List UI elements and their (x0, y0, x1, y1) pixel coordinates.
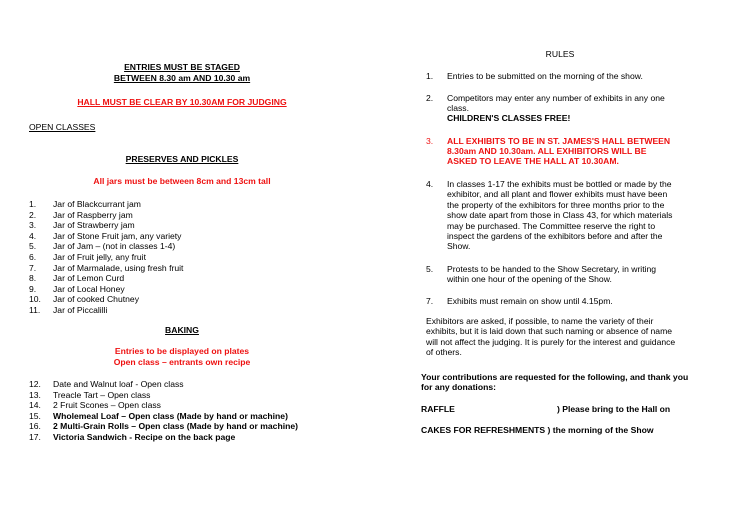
list-item-number: 12. (29, 379, 41, 389)
list-item-number: 17. (29, 432, 41, 442)
list-item-text: Jar of Raspberry jam (53, 209, 133, 220)
rules-heading: RULES (545, 49, 575, 59)
rule-4-text (447, 180, 737, 254)
baking-note-open-class: Open class – entrants own recipe (113, 357, 251, 367)
paragraph-line: show date apart from those in Class 43, for which materials (447, 210, 673, 221)
list-item-number: 3. (29, 220, 37, 231)
list-item (29, 390, 359, 400)
paragraph-line: Exhibitors are asked, if possible, to name the variety of their (426, 316, 654, 326)
staging-heading-line2: BETWEEN 8.30 am AND 10.30 am (113, 73, 251, 83)
rule-5-number: 5. (426, 264, 434, 274)
paragraph-line: will not affect the judging. It is purely for the interest and guidance (426, 336, 676, 347)
list-item (29, 411, 359, 421)
list-item-number: 14. (29, 400, 41, 411)
list-item-text: Jar of Local Honey (53, 283, 125, 294)
list-item-text: Jar of Marmalade, using fresh fruit (53, 262, 184, 273)
paragraph-line: Protests to be handed to the Show Secretary, in writing (447, 264, 657, 274)
cakes-line: CAKES FOR REFRESHMENTS ) the morning of the Show (421, 425, 654, 435)
contributions-line2: for any donations: (421, 382, 496, 392)
list-item-text: Victoria Sandwich - Recipe on the back page (53, 432, 236, 442)
list-item (29, 284, 329, 294)
list-item (29, 199, 329, 209)
hall-clear-notice: HALL MUST BE CLEAR BY 10.30AM FOR JUDGING (77, 97, 287, 107)
baking-list (29, 379, 359, 449)
list-item-number: 10. (29, 294, 41, 305)
list-item (29, 305, 329, 315)
list-item-text: 2 Fruit Scones – Open class (53, 400, 161, 411)
list-item-number: 13. (29, 389, 41, 400)
list-item-number: 7. (29, 262, 37, 273)
list-item-number: 16. (29, 421, 41, 432)
paragraph-line: exhibitor, and all plant and flower exhibits must have been (447, 189, 668, 200)
list-item-number: 5. (29, 241, 37, 252)
paragraph-line: inspect the gardens of the exhibitors before and after the (447, 231, 663, 241)
contributions-line1: Your contributions are requested for the following, and thank you (421, 372, 689, 382)
raffle-note: ) Please bring to the Hall on (557, 404, 671, 414)
list-item (29, 231, 329, 241)
list-item (29, 273, 329, 283)
list-item (29, 294, 329, 304)
list-item-text: Jar of Stone Fruit jam, any variety (53, 230, 182, 241)
rule-2-line1: Competitors may enter any number of exhibits in any one (447, 93, 665, 103)
baking-heading: BAKING (165, 325, 199, 335)
list-item-text: Jar of cooked Chutney (53, 294, 139, 305)
preserves-heading: PRESERVES AND PICKLES (125, 154, 239, 164)
list-item (29, 421, 359, 431)
rule-3-line1: ALL EXHIBITS TO BE IN ST. JAMES'S HALL BETWEEN (447, 136, 671, 146)
rule-4-number: 4. (426, 179, 434, 189)
rule-5-text (447, 265, 737, 287)
raffle-label: RAFFLE (421, 404, 455, 414)
staging-heading-line1: ENTRIES MUST BE STAGED (124, 62, 240, 72)
list-item-number: 8. (29, 273, 37, 284)
paragraph-line: Show. (447, 241, 471, 252)
list-item-text: Jar of Blackcurrant jam (53, 199, 141, 209)
open-classes-heading: OPEN CLASSES (29, 122, 96, 132)
childrens-classes-free: CHILDREN'S CLASSES FREE! (447, 113, 571, 123)
paragraph-line: the property of the exhibitors for three months prior to the (447, 199, 665, 210)
list-item-text: Jar of Piccalilli (53, 305, 108, 315)
list-item (29, 432, 359, 442)
list-item (29, 241, 329, 251)
list-item (29, 263, 329, 273)
list-item-text: Jar of Jam – (not in classes 1-4) (53, 241, 176, 252)
list-item-text: Jar of Fruit jelly, any fruit (53, 252, 146, 262)
paragraph-line: exhibits, but it is laid down that such naming or absence of name (426, 326, 673, 337)
jars-size-note: All jars must be between 8cm and 13cm tall (93, 176, 271, 186)
rule-7-number: 7. (426, 296, 434, 306)
rule-1-number: 1. (426, 71, 434, 81)
preserves-list (29, 199, 329, 319)
baking-note-plates: Entries to be displayed on plates (114, 346, 250, 356)
list-item-number: 1. (29, 199, 37, 209)
exhibitors-paragraph (426, 317, 726, 361)
list-item-number: 2. (29, 209, 37, 220)
list-item-text: Jar of Strawberry jam (53, 220, 135, 231)
list-item (29, 379, 359, 389)
list-item-text: Wholemeal Loaf – Open class (Made by hand or machine) (53, 410, 288, 421)
paragraph-line: of others. (426, 347, 462, 358)
list-item-text: 2 Multi-Grain Rolls – Open class (Made by hand or machine) (53, 421, 298, 432)
list-item-text: Jar of Lemon Curd (53, 273, 125, 284)
paragraph-line: In classes 1-17 the exhibits must be bottled or made by the (447, 179, 672, 189)
list-item (29, 252, 329, 262)
list-item-number: 11. (29, 305, 41, 315)
rule-3-line3: ASKED TO LEAVE THE HALL AT 10.30AM. (447, 156, 619, 166)
rule-1-text: Entries to be submitted on the morning of the show. (447, 71, 643, 81)
paragraph-line: within one hour of the opening of the Show. (447, 274, 612, 285)
list-item-number: 4. (29, 230, 37, 241)
list-item (29, 400, 359, 410)
list-item (29, 210, 329, 220)
list-item (29, 220, 329, 230)
rule-3-number: 3. (426, 136, 434, 146)
list-item-number: 15. (29, 410, 41, 421)
list-item-number: 6. (29, 252, 37, 262)
rule-3-line2: 8.30am AND 10.30am. ALL EXHIBITORS WILL BE (447, 146, 647, 156)
rule-2-number: 2. (426, 93, 434, 103)
rule-7-text: Exhibits must remain on show until 4.15pm. (447, 296, 613, 306)
list-item-text: Date and Walnut loaf - Open class (53, 379, 184, 389)
paragraph-line: may be purchased. The Committee reserve the right to (447, 220, 656, 231)
rule-2-line2: class. (447, 103, 469, 113)
list-item-number: 9. (29, 283, 37, 294)
list-item-text: Treacle Tart – Open class (53, 389, 151, 400)
